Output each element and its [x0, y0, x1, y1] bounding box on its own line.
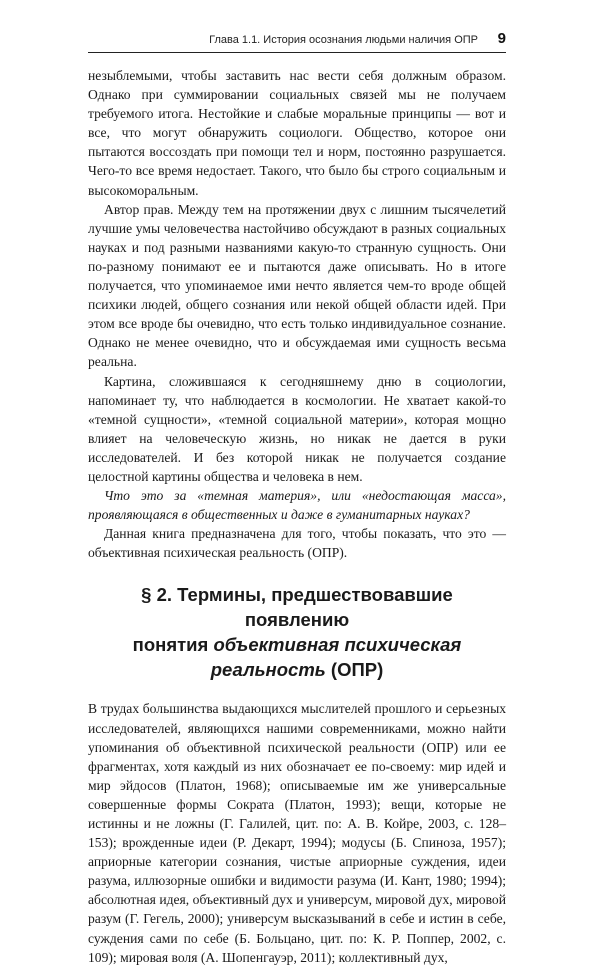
paragraph: Автор прав. Между тем на протяжении двух с лишним тысячелетий лучшие умы человечества настойчиво обсуждают в разных социальных науках и под разными названиями какую-то странную сущность. Они по-разному понимают ее и пытаются даже описывать. Но в итоге получается, что упоминаемое ими нечто является чем-то вроде общей психики людей, общего сознания или некой общей области идей. При этом все вроде бы очевидно, что есть только индивидуальное сознание. Однако не менее очевидно, что и обсуждаемая ими сущность весьма реальна. — [88, 201, 506, 370]
page-body — [88, 66, 506, 967]
section-paragraph: В трудах большинства выдающихся мыслителей прошлого и серьезных исследователей, являющихся нашими современниками, можно найти упоминания об объективной психической реальности (ОПР) или ее фрагментах, хотя каждый из них обозначает ее по-своему: мир идей и мир эйдосов (Платон, 1968); описываемые им же универсальные совершенные формы Сократа (Платон, 1993); вещи, которые не истинны и не ложны (Г. Галилей, цит. по: А. В. Койре, 2003, с. 128–153); врожденные идеи (Р. Декарт, 1994); модусы (Б. Спиноза, 1957); априорные категории сознания, чистые априорные суждения, идеи разума, иллюзорные ошибки и видимости разума (И. Кант, 1980; 1994); абсолютная идея, объективный дух и универсум, мировой дух, мировой разум (Г. Гегель, 2000); универсум высказываний в себе и истин в себе, суждения сами по себе (Б. Больцано, цит. по: К. Р. Поппер, 2002, с. 109); мировая воля (А. Шопенгауэр, 2011); коллективный дух, — [88, 701, 506, 965]
paragraph: Картина, сложившаяся к сегодняшнему дню в социологии, напоминает ту, что наблюдается в космологии. Не хватает какой-то «темной сущности», «темной социальной материи», которая мощно влияет на человеческую жизнь, но никак не дается в руки исследователей. И без которой никак не получается создание целостной картины общества и человека в нем. — [88, 373, 506, 484]
heading-italic-term: объективная психическая реальность — [210, 634, 462, 681]
chapter-title: Глава 1.1. История осознания людьми наличия ОПР — [209, 34, 478, 46]
italic-question: Что это за «темная материя», или «недостающая масса», проявляющаяся в общественных и даже в гуманитарных науках? — [88, 488, 506, 523]
paragraph-continued: незыблемыми, чтобы заставить нас вести себя должным образом. Однако при суммировании социальных связей мы не получаем требуемого итога. Нестойкие и слабые моральные принципы — вот и все, что могут обнаружить социологи. Общество, которое они пытаются воссоздать при помощи тел и норм, постоянно разрушается. Чего-то все время недостает. Такого, что было бы строго социальным и высокоморальным. — [88, 68, 506, 198]
running-header — [88, 30, 506, 50]
section-heading-line2 — [88, 632, 506, 682]
section-heading-line1: § 2. Термины, предшествовавшие появлению — [141, 584, 453, 631]
header-rule — [88, 52, 506, 53]
page-number: 9 — [497, 30, 506, 47]
paragraph: Данная книга предназначена для того, чтобы показать, что это — объективная психическая реальность (ОПР). — [88, 526, 506, 561]
heading-prefix: понятия — [132, 634, 214, 656]
heading-suffix: (ОПР) — [325, 659, 384, 681]
section-heading — [88, 582, 506, 682]
